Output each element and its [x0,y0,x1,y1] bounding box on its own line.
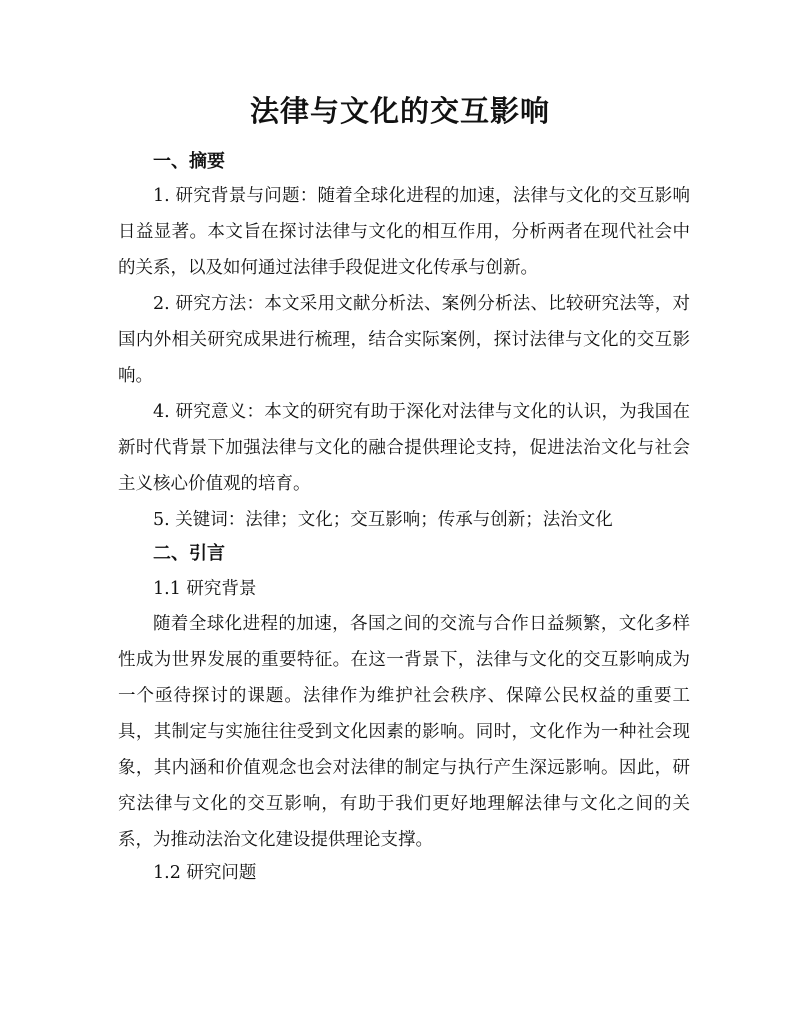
abstract-item-methods: 2. 研究方法：本文采用文献分析法、案例分析法、比较研究法等，对国内外相关研究成果进行梳理，结合实际案例，探讨法律与文化的交互影响。 [118,294,690,386]
introduction-background-paragraph: 随着全球化进程的加速，各国之间的交流与合作日益频繁，文化多样性成为世界发展的重要特征。在这一背景下，法律与文化的交互影响成为一个亟待探讨的课题。法律作为维护社会秩序、保障公民权益的重要工具，其制定与实施往往受到文化因素的影响。同时，文化作为一种社会现象，其内涵和价值观念也会对法律的制定与执行产生深远影响。因此，研究法律与文化的交互影响，有助于我们更好地理解法律与文化之间的关系，为推动法治文化建设提供理论支撑。 [118,614,690,850]
abstract-item-keywords: 5. 关键词：法律；文化；交互影响；传承与创新；法治文化 [153,510,613,530]
abstract-item-background: 1. 研究背景与问题：随着全球化进程的加速，法律与文化的交互影响日益显著。本文旨在探讨法律与文化的相互作用，分析两者在现代社会中的关系，以及如何通过法律手段促进文化传承与创新。 [118,186,690,278]
section-heading-introduction: 二、引言 [153,543,225,564]
abstract-item-significance: 4. 研究意义：本文的研究有助于深化对法律与文化的认识，为我国在新时代背景下加强法律与文化的融合提供理论支持，促进法治文化与社会主义核心价值观的培育。 [118,402,690,494]
subsection-heading-questions: 1.2 研究问题 [153,863,257,883]
document-title: 法律与文化的交互影响 [249,94,550,128]
section-heading-abstract: 一、摘要 [153,151,225,172]
subsection-heading-background: 1.1 研究背景 [153,579,257,599]
